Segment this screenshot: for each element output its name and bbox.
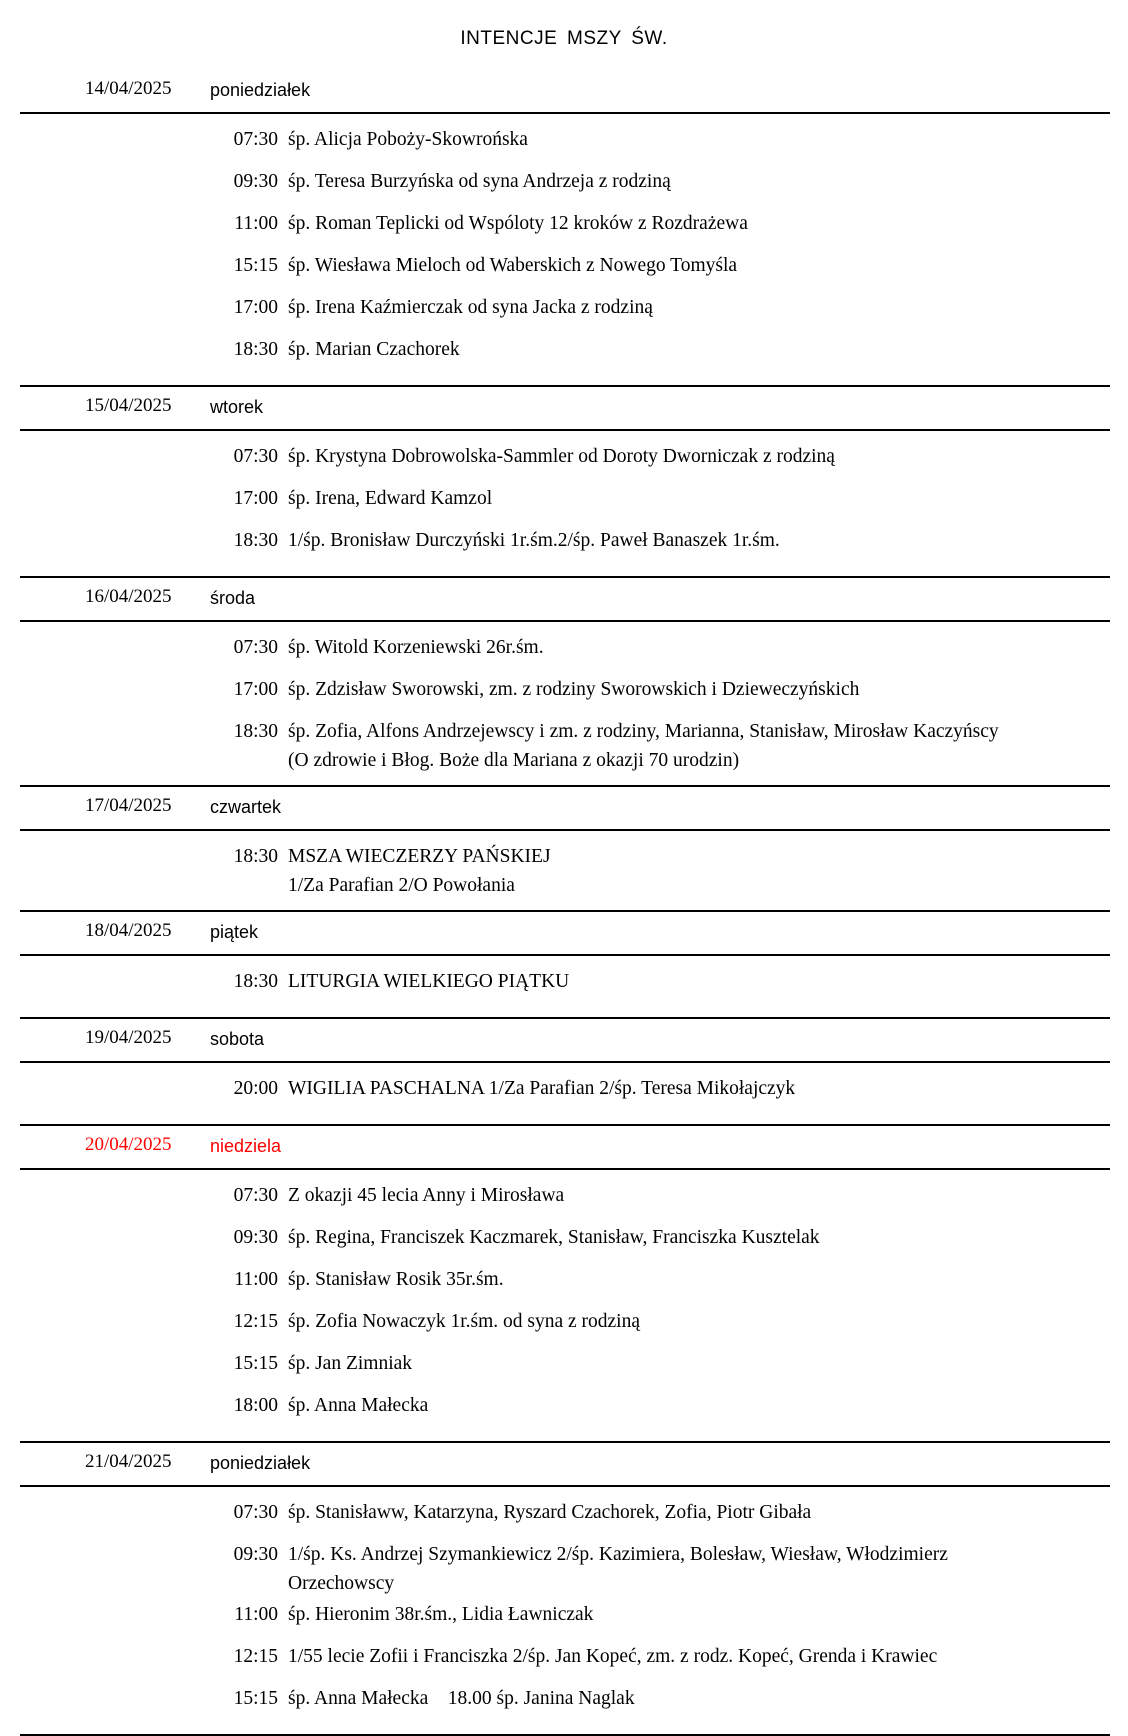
mass-intention-text: WIGILIA PASCHALNA 1/Za Parafian 2/śp. Teresa Mikołajczyk: [288, 1078, 796, 1099]
mass-intention: [288, 125, 1018, 154]
mass-row: [20, 1072, 1110, 1114]
mass-time: 18:30: [233, 846, 278, 867]
mass-intention: [288, 526, 1018, 555]
day-header: [20, 578, 1110, 622]
mass-intention-text: 1/śp. Bronisław Durczyński 1r.śm.2/śp. Paweł Banaszek 1r.śm.: [288, 530, 780, 551]
page-title: INTENCJE MSZY ŚW.: [460, 28, 668, 49]
day-header: [20, 912, 1110, 956]
day-date: 19/04/2025: [85, 1027, 172, 1048]
mass-intention-text: śp. Irena, Edward Kamzol: [288, 488, 493, 509]
mass-intention: [288, 1223, 1018, 1252]
mass-row: [20, 482, 1110, 524]
day-header: [20, 1126, 1110, 1170]
mass-row: [20, 123, 1110, 165]
day-header: [20, 1443, 1110, 1487]
mass-row: [20, 1389, 1110, 1431]
mass-intention: [288, 1684, 1018, 1713]
mass-row: [20, 440, 1110, 482]
mass-intention-text: śp. Zdzisław Sworowski, zm. z rodziny Sworowskich i Dzieweczyńskich: [288, 679, 860, 700]
mass-time: 18:30: [233, 971, 278, 992]
mass-intention-text: śp. Marian Czachorek: [288, 339, 460, 360]
mass-time: 09:30: [233, 1227, 278, 1248]
mass-intention-text: śp. Zofia Nowaczyk 1r.śm. od syna z rodziną: [288, 1311, 640, 1332]
day-header: [20, 387, 1110, 431]
mass-intention: [288, 1265, 1018, 1294]
mass-schedule: [20, 70, 1110, 1736]
mass-row: [20, 1538, 1110, 1598]
mass-row: [20, 1263, 1110, 1305]
mass-row: [20, 1682, 1110, 1724]
mass-time: 15:15: [233, 1353, 278, 1374]
day-masses: [20, 1487, 1110, 1736]
mass-intention: [288, 1349, 1018, 1378]
day-weekday: piątek: [210, 922, 259, 942]
mass-intention: [288, 633, 1018, 662]
mass-intention: [288, 967, 1018, 996]
mass-time: 11:00: [234, 213, 278, 234]
day-date: 14/04/2025: [85, 78, 172, 99]
mass-intention: [288, 1642, 1018, 1671]
mass-intention-text: śp. Zofia, Alfons Andrzejewscy i zm. z rodziny, Marianna, Stanisław, Mirosław Kaczyńscy (O zdrowie i Błog. Boże dla Mariana z okazji 70 urodzin): [288, 721, 1004, 771]
day-weekday: wtorek: [210, 397, 264, 417]
mass-row: [20, 207, 1110, 249]
mass-time: 18:00: [233, 1395, 278, 1416]
day-masses: [20, 1170, 1110, 1443]
day-weekday: czwartek: [210, 797, 282, 817]
day-date: 18/04/2025: [85, 920, 172, 941]
mass-intention-text: śp. Wiesława Mieloch od Waberskich z Nowego Tomyśla: [288, 255, 738, 276]
mass-intention: [288, 1498, 1018, 1527]
mass-row: [20, 1598, 1110, 1640]
mass-row: [20, 1305, 1110, 1347]
mass-intention-text: śp. Teresa Burzyńska od syna Andrzeja z rodziną: [288, 171, 671, 192]
day-weekday: środa: [210, 588, 256, 608]
day-date: 17/04/2025: [85, 795, 172, 816]
day-date: 15/04/2025: [85, 395, 172, 416]
mass-time: 09:30: [233, 171, 278, 192]
mass-intention-text: LITURGIA WIELKIEGO PIĄTKU: [288, 971, 570, 992]
mass-time: 12:15: [233, 1646, 278, 1667]
mass-intention: [288, 1181, 1018, 1210]
mass-row: [20, 1179, 1110, 1221]
day-weekday: poniedziałek: [210, 80, 311, 100]
mass-intention: [288, 484, 1018, 513]
day-weekday: poniedziałek: [210, 1453, 311, 1473]
day-weekday: sobota: [210, 1029, 265, 1049]
mass-row: [20, 524, 1110, 566]
mass-time: 09:30: [233, 1544, 278, 1565]
mass-intention-text: śp. Anna Małecka: [288, 1395, 429, 1416]
mass-intention-text: śp. Jan Zimniak: [288, 1353, 413, 1374]
mass-time: 18:30: [233, 339, 278, 360]
day-masses: [20, 431, 1110, 578]
day-date: 20/04/2025: [85, 1134, 172, 1155]
mass-intention: [288, 1307, 1018, 1336]
mass-time: 15:15: [233, 255, 278, 276]
mass-time: 20:00: [233, 1078, 278, 1099]
mass-intention: [288, 1540, 1018, 1598]
mass-time: 17:00: [233, 488, 278, 509]
mass-intention-text: śp. Stanisławw, Katarzyna, Ryszard Czachorek, Zofia, Piotr Gibała: [288, 1502, 812, 1523]
mass-intention: [288, 442, 1018, 471]
mass-row: [20, 333, 1110, 375]
mass-time: 17:00: [233, 297, 278, 318]
mass-row: [20, 291, 1110, 333]
mass-time: 07:30: [233, 1502, 278, 1523]
mass-time: 07:30: [233, 1185, 278, 1206]
mass-row: [20, 1496, 1110, 1538]
mass-intention: [288, 335, 1018, 364]
mass-intention-text: Z okazji 45 lecia Anny i Mirosława: [288, 1185, 565, 1206]
mass-intention: [288, 251, 1018, 280]
mass-intention-text: 1/śp. Ks. Andrzej Szymankiewicz 2/śp. Kazimiera, Bolesław, Wiesław, Włodzimierz Orzechowscy: [288, 1544, 953, 1594]
mass-intention-text: śp. Anna Małecka 18.00 śp. Janina Naglak: [288, 1688, 635, 1709]
mass-time: 18:30: [233, 530, 278, 551]
mass-intention: [288, 675, 1018, 704]
mass-intention-text: 1/55 lecie Zofii i Franciszka 2/śp. Jan Kopeć, zm. z rodz. Kopeć, Grenda i Krawiec: [288, 1646, 938, 1667]
day-masses: [20, 1063, 1110, 1126]
mass-row: [20, 249, 1110, 291]
mass-intention-text: MSZA WIECZERZY PAŃSKIEJ: [288, 846, 551, 867]
mass-row: [20, 165, 1110, 207]
mass-intention: [288, 842, 1018, 900]
mass-row: [20, 1347, 1110, 1389]
mass-row: [20, 840, 1110, 900]
day-masses: [20, 622, 1110, 787]
mass-time: 07:30: [233, 637, 278, 658]
mass-row: [20, 965, 1110, 1007]
mass-intention-text: śp. Roman Teplicki od Wspóloty 12 kroków z Rozdrażewa: [288, 213, 748, 234]
mass-time: 12:15: [233, 1311, 278, 1332]
mass-time: 18:30: [233, 721, 278, 742]
day-masses: [20, 956, 1110, 1019]
mass-time: 11:00: [234, 1604, 278, 1625]
mass-intention: [288, 167, 1018, 196]
day-date: 16/04/2025: [85, 586, 172, 607]
mass-intention-line2: 1/Za Parafian 2/O Powołania: [288, 875, 515, 896]
day-masses: [20, 114, 1110, 387]
mass-time: 07:30: [233, 446, 278, 467]
mass-intention-text: śp. Alicja Poboży-Skowrońska: [288, 129, 528, 150]
day-header: [20, 787, 1110, 831]
mass-intention-text: śp. Stanisław Rosik 35r.śm.: [288, 1269, 504, 1290]
day-masses: [20, 831, 1110, 912]
day-date: 21/04/2025: [85, 1451, 172, 1472]
day-header: [20, 70, 1110, 114]
mass-time: 11:00: [234, 1269, 278, 1290]
mass-row: [20, 715, 1110, 775]
mass-time: 17:00: [233, 679, 278, 700]
mass-intention: [288, 1600, 1018, 1629]
mass-intention: [288, 209, 1018, 238]
mass-intention-text: śp. Krystyna Dobrowolska-Sammler od Doroty Dworniczak z rodziną: [288, 446, 835, 467]
day-weekday: niedziela: [210, 1136, 282, 1156]
mass-intention: [288, 1391, 1018, 1420]
mass-intention: [288, 1074, 1018, 1103]
mass-intention-text: śp. Regina, Franciszek Kaczmarek, Stanisław, Franciszka Kusztelak: [288, 1227, 820, 1248]
day-header: [20, 1019, 1110, 1063]
mass-intention: [288, 717, 1018, 775]
mass-intention-text: śp. Witold Korzeniewski 26r.śm.: [288, 637, 544, 658]
mass-intention-text: śp. Hieronim 38r.śm., Lidia Ławniczak: [288, 1604, 594, 1625]
mass-row: [20, 673, 1110, 715]
mass-row: [20, 631, 1110, 673]
mass-row: [20, 1640, 1110, 1682]
mass-time: 15:15: [233, 1688, 278, 1709]
mass-row: [20, 1221, 1110, 1263]
mass-intention-text: śp. Irena Kaźmierczak od syna Jacka z rodziną: [288, 297, 653, 318]
mass-time: 07:30: [233, 129, 278, 150]
mass-intention: [288, 293, 1018, 322]
